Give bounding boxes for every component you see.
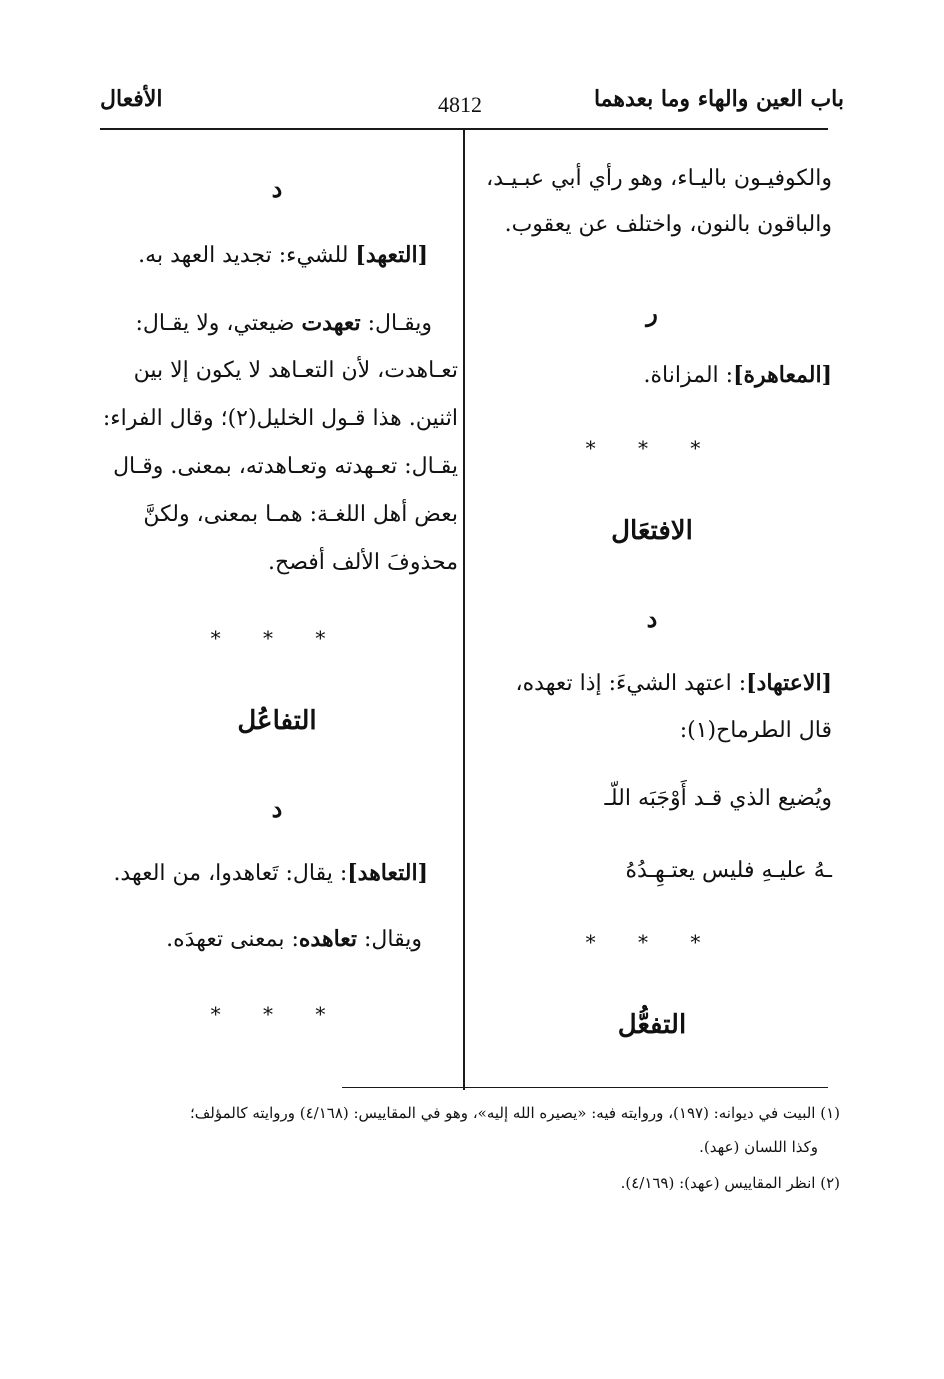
footnote-rule	[342, 1087, 828, 1088]
text-fragment: ضيعتي، ولا يقـال:	[135, 311, 302, 336]
column-divider	[463, 130, 465, 1090]
text-line	[135, 310, 432, 336]
section-separator: * * *	[585, 930, 719, 954]
section-separator: * * *	[210, 1002, 344, 1026]
text-fragment: ويقال:	[357, 927, 422, 952]
section-separator: * * *	[585, 436, 719, 460]
text-line: والباقون بالنون، واختلف عن يعقوب.	[504, 212, 832, 237]
text-line: محذوفَ الألف أفصح.	[268, 550, 458, 575]
text-line: بعض أهل اللغـة: همـا بمعنى، ولكنَّ	[143, 502, 458, 527]
right-column	[472, 130, 832, 1090]
entry-term: [التعهد]	[355, 242, 428, 268]
emphasized-word: تعهدت	[301, 310, 361, 336]
text-line: يقـال: تعـهدته وتعـاهدته، بمعنى. وقـال	[113, 454, 458, 479]
text-line	[166, 926, 422, 952]
text-line: تعـاهدت، لأن التعـاهد لا يكون إلا بين	[133, 358, 458, 383]
letter-heading: د	[271, 794, 283, 823]
text-line: اثنين. هذا قـول الخليل(٢)؛ وقال الفراء:	[102, 406, 458, 431]
letter-heading: د	[271, 174, 283, 203]
text-line: والكوفيـون باليـاء، وهو رأي أبي عبـيـد،	[486, 166, 832, 191]
entry-muahara	[644, 362, 832, 388]
section-heading: الافتعَال	[611, 516, 693, 546]
section-heading: التفعُّل	[617, 1010, 687, 1040]
letter-heading: ر	[646, 298, 658, 327]
letter-heading: د	[646, 604, 658, 633]
entry-term: [الاعتهاد]	[746, 670, 832, 696]
entry-definition: : اعتهد الشيءَ: إذا تعهده،	[515, 671, 747, 696]
section-separator: * * *	[210, 626, 344, 650]
entry-taahhud	[138, 242, 428, 268]
entry-definition: للشيء: تجديد العهد به.	[138, 243, 356, 268]
entry-definition: : يقال: تَعاهدوا، من العهد.	[113, 861, 348, 886]
emphasized-word: تعاهده	[298, 926, 358, 952]
running-header-right: باب العين والهاء وما بعدهما	[593, 86, 844, 112]
footnote-1-continuation: وكذا اللسان (عهد).	[699, 1138, 818, 1156]
footnote-2: (٢) انظر المقاييس (عهد): (٤/١٦٩).	[620, 1174, 840, 1192]
text-line: قال الطرماح(١):	[679, 718, 832, 743]
verse-line: ـهُ عليـهِ فليس يعتـهِـدُهُ	[625, 858, 832, 883]
footnote-1: (١) البيت في ديوانه: (١٩٧)، وروايته فيه: «يصيره الله إليه»، وهو في المقاييس: (٤/١٦٨) وروايته كالمؤلف؛	[189, 1104, 840, 1122]
left-column	[96, 130, 458, 1090]
text-fragment: ويقـال:	[360, 311, 432, 336]
entry-term: [التعاهد]	[347, 860, 428, 886]
entry-taahud	[113, 860, 428, 886]
section-heading: التفاعُل	[237, 706, 317, 736]
text-fragment: : بمعنى تعهدَه.	[166, 927, 299, 952]
verse-line: ويُضيع الذي قـد أَوْجَبَه اللّـ	[604, 786, 832, 811]
entry-term: [المعاهرة]	[733, 362, 832, 388]
page-number: 4812	[438, 92, 482, 117]
entry-definition: : المزاناة.	[643, 363, 734, 388]
running-header-left: الأفعال	[100, 86, 163, 112]
entry-itihad	[516, 670, 832, 696]
